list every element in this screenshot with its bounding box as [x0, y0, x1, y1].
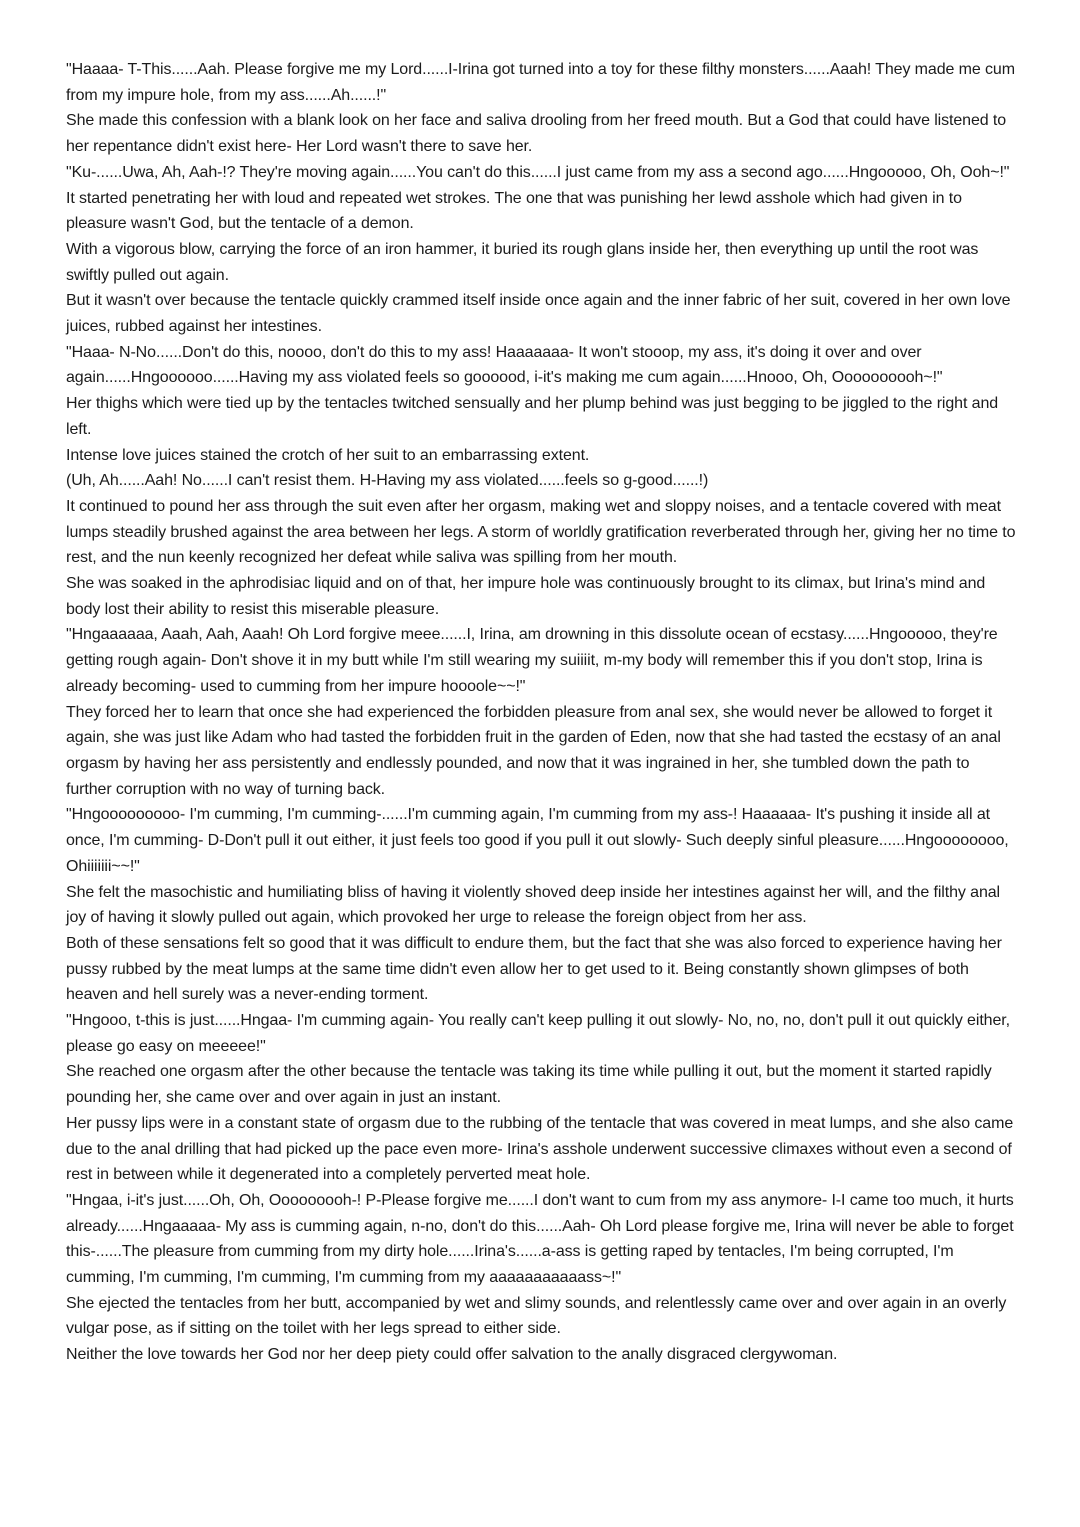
paragraph: Both of these sensations felt so good that it was difficult to endure them, but the fact that she was also forced to experience having her pussy rubbed by the meat lumps at the same time didn't even allow her to get used to it. Being constantly shown glimpses of both heaven and hell surely was a never-ending torment.	[66, 934, 1002, 1004]
document-text-block	[66, 57, 1016, 1368]
paragraph: She felt the masochistic and humiliating bliss of having it violently shoved deep inside her intestines against her will, and the filthy anal joy of having it slowly pulled out again, which provoked her urge to release the foreign object from her ass.	[66, 883, 1000, 927]
paragraph: It started penetrating her with loud and repeated wet strokes. The one that was punishing her lewd asshole which had given in to pleasure wasn't God, but the tentacle of a demon.	[66, 189, 962, 233]
paragraph: She reached one orgasm after the other because the tentacle was taking its time while pulling it out, but the moment it started rapidly pounding her, she came over and over again in just an instant.	[66, 1063, 992, 1107]
paragraph: Her pussy lips were in a constant state of orgasm due to the rubbing of the tentacle that was covered in meat lumps, and she also came due to the anal drilling that had picked up the pace even more- Irina's asshole underwent successive climaxes without even a second of rest in between while it degenerated into a completely perverted meat hole.	[66, 1114, 1014, 1184]
paragraph: "Ku-......Uwa, Ah, Aah-!? They're moving again......You can't do this......I just came from my ass a second ago......Hngooooo, Oh, Ooh~!"	[66, 163, 1010, 181]
paragraph: Her thighs which were tied up by the tentacles twitched sensually and her plump behind was just begging to be jiggled to the right and left.	[66, 395, 999, 438]
paragraph: "Hngooooooooo- I'm cumming, I'm cumming-......I'm cumming again, I'm cumming from my ass-! Haaaaaa- It's pushing it inside all at once, I'm cumming- D-Don't pull it out either, it just feels too good if you pull it out slowly- Such deeply sinful pleasure......Hngoooooooo, Ohiiiiiii~~!"	[66, 806, 1009, 875]
paragraph: "Hngaa, i-it's just......Oh, Oh, Ooooooooh-! P-Please forgive me......I don't want to cum from my ass anymore- I-I came too much, it hurts already......Hngaaaaa- My ass is cumming again, n-no, don't do this......Aah- Oh Lord please forgive me, Irina will never be able to forget this-......The pleasure from cumming from my dirty hole......Irina's......a-ass is getting raped by tentacles, I'm being corrupted, I'm cumming, I'm cumming, I'm cumming, I'm cumming from my aaaaaaaaaaass~!"	[66, 1191, 1014, 1287]
paragraph: She ejected the tentacles from her butt, accompanied by wet and slimy sounds, and relentlessly came over and over again in an overly vulgar pose, as if sitting on the toilet with her legs spread to either side.	[66, 1294, 1007, 1338]
paragraph: Intense love juices stained the crotch of her suit to an embarrassing extent.	[66, 446, 590, 464]
paragraph: She was soaked in the aphrodisiac liquid and on of that, her impure hole was continuously brought to its climax, but Irina's mind and body lost their ability to resist this miserable pleasure.	[66, 575, 986, 618]
paragraph: (Uh, Ah......Aah! No......I can't resist them. H-Having my ass violated......feels so g-good......!)	[66, 472, 709, 490]
paragraph: With a vigorous blow, carrying the force of an iron hammer, it buried its rough glans inside her, then everything up until the root was swiftly pulled out again.	[66, 240, 979, 284]
paragraph: "Haaaa- T-This......Aah. Please forgive me my Lord......I-Irina got turned into a toy for these filthy monsters......Aaah! They made me cum from my impure hole, from my ass......Ah......!"	[66, 61, 1015, 104]
paragraph: Neither the love towards her God nor her deep piety could offer salvation to the anally disgraced clergywoman.	[66, 1346, 838, 1364]
paragraph: But it wasn't over because the tentacle quickly crammed itself inside once again and the inner fabric of her suit, covered in her own love juices, rubbed against her intestines.	[66, 292, 1011, 336]
paragraph: They forced her to learn that once she had experienced the forbidden pleasure from anal sex, she would never be allowed to forget it again, she was just like Adam who had tasted the forbidden fruit in the garden of Eden, now that she had tasted the ecstasy of an anal orgasm by having her ass persistently and endlessly pounded, and now that it was ingrained in her, she tumbled down the path to further corruption with no way of turning back.	[66, 703, 1001, 798]
paragraph: "Hngaaaaaa, Aaah, Aah, Aaah! Oh Lord forgive meee......I, Irina, am drowning in this dissolute ocean of ecstasy......Hngooooo, they're getting rough again- Don't shove it in my butt while I'm still wearing my suiiiit, m-my body will remember this if you don't stop, Irina is already becoming- used to cumming from her impure hoooole~~!"	[66, 626, 998, 695]
paragraph: "Haaa- N-No......Don't do this, noooo, don't do this to my ass! Haaaaaaa- It won't stooop, my ass, it's doing it over and over again......Hngoooooo......Having my ass violated feels so goooood, i-it's making me cum again......Hnooo, Oh, Oooooooooh~!"	[66, 343, 943, 387]
paragraph: It continued to pound her ass through the suit even after her orgasm, making wet and sloppy noises, and a tentacle covered with meat lumps steadily brushed against the area between her legs. A storm of worldly gratification reverberated through her, giving her no time to rest, and the nun keenly recognized her defeat while saliva was spilling from her mouth.	[66, 497, 1016, 567]
paragraph: She made this confession with a blank look on her face and saliva drooling from her freed mouth. But a God that could have listened to her repentance didn't exist here- Her Lord wasn't there to save her.	[66, 112, 1007, 156]
paragraph: "Hngooo, t-this is just......Hngaa- I'm cumming again- You really can't keep pulling it out slowly- No, no, no, don't pull it out quickly either, please go easy on meeeee!"	[66, 1012, 1010, 1055]
